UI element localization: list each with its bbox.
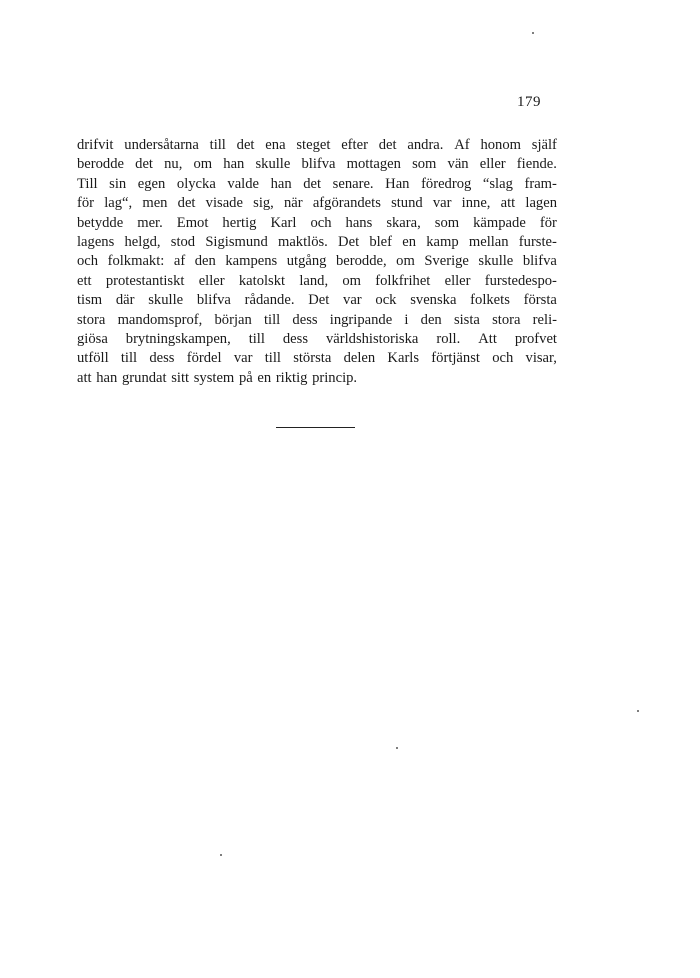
- scan-speck: [637, 710, 639, 712]
- scan-speck: [396, 747, 398, 749]
- text-line: för lag“, men det visade sig, när afgörandets stund var inne, att lagen: [77, 195, 557, 212]
- text-line: och folkmakt: af den kampens utgång berodde, om Sverige skulle blifva: [77, 253, 557, 270]
- text-line: betydde mer. Emot hertig Karl och hans skara, som kämpade för: [77, 214, 557, 231]
- body-text: [77, 136, 557, 388]
- section-divider: [276, 427, 355, 428]
- text-line: utföll till dess fördel var till största delen Karls förtjänst och visar,: [77, 350, 557, 367]
- scan-speck: [220, 854, 222, 856]
- text-line: att han grundat sitt system på en riktig princip.: [77, 369, 358, 386]
- page-number: 179: [517, 94, 541, 110]
- text-line: tism där skulle blifva rådande. Det var ock svenska folkets första: [77, 292, 557, 309]
- text-line: berodde det nu, om han skulle blifva mottagen som vän eller fiende.: [77, 156, 557, 173]
- text-line: drifvit undersåtarna till det ena steget efter det andra. Af honom själf: [77, 137, 557, 153]
- text-line: ett protestantiskt eller katolskt land, om folkfrihet eller furstedespo-: [77, 272, 557, 289]
- text-line: Till sin egen olycka valde han det senare. Han föredrog “slag fram-: [77, 175, 557, 192]
- text-line: giösa brytningskampen, till dess världshistoriska roll. Att profvet: [77, 330, 557, 347]
- text-line: stora mandomsprof, början till dess ingripande i den sista stora reli-: [77, 311, 557, 328]
- scan-speck: [532, 32, 534, 34]
- text-line: lagens helgd, stod Sigismund maktlös. Det blef en kamp mellan furste-: [77, 233, 557, 250]
